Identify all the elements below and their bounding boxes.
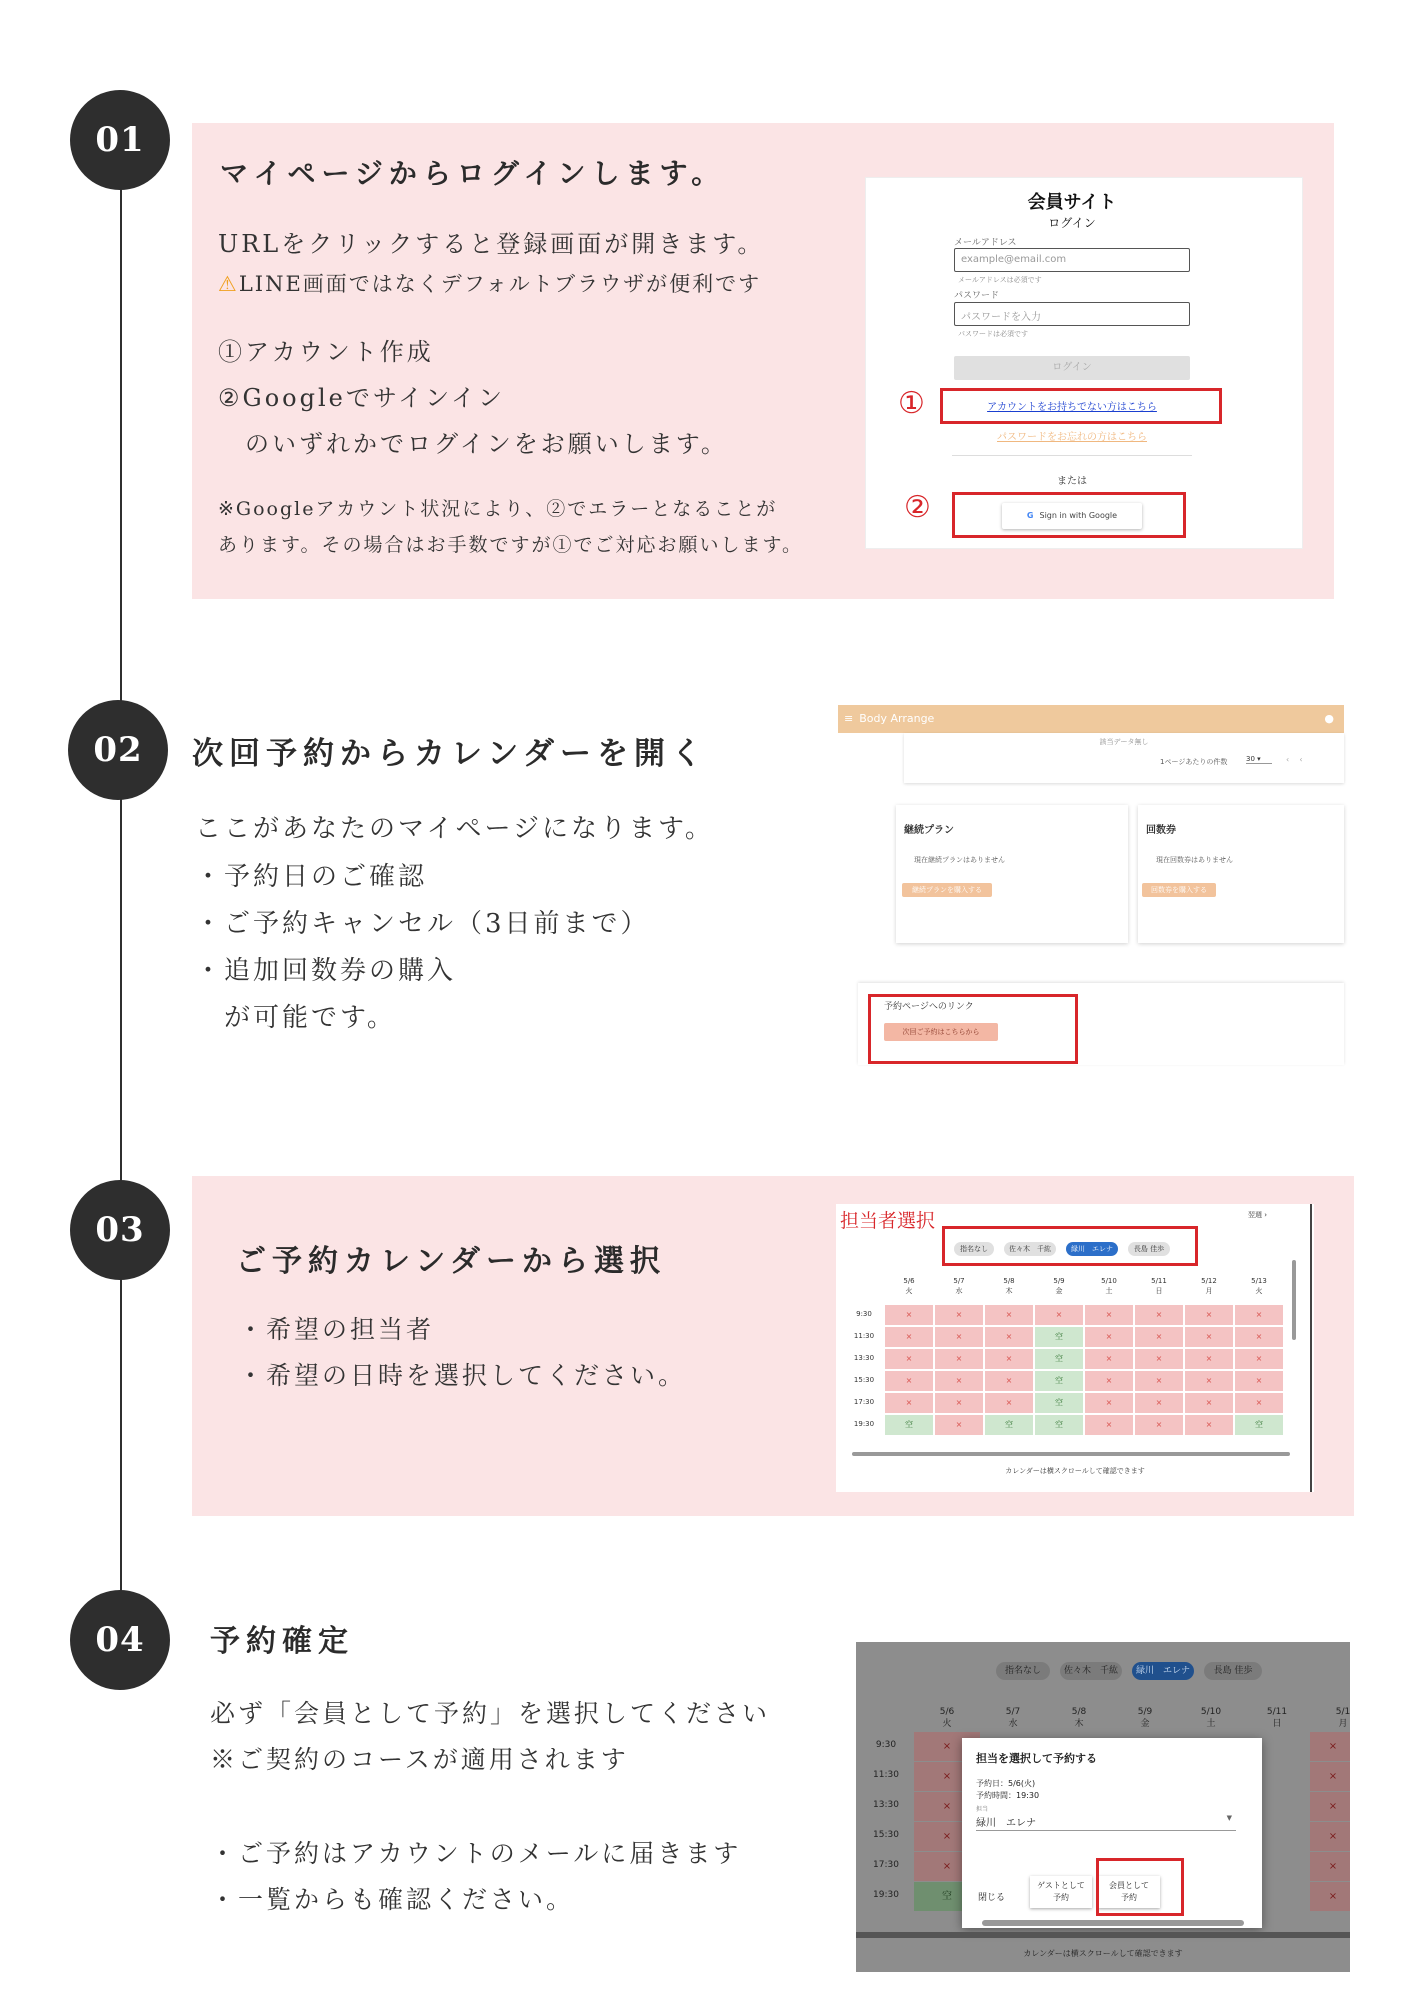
scrollbar-horizontal[interactable] xyxy=(852,1452,1290,1456)
calendar-footer: カレンダーは横スクロールして確認できます xyxy=(1005,1467,1145,1475)
slot-unavailable: × xyxy=(1234,1370,1284,1392)
warning-icon: ⚠ xyxy=(218,272,239,296)
slot-available[interactable]: 空 xyxy=(984,1414,1034,1436)
site-title: 会員サイト xyxy=(1027,192,1117,213)
slot-unavailable: × xyxy=(934,1326,984,1348)
slot-unavailable: × xyxy=(1184,1392,1234,1414)
slot-available[interactable]: 空 xyxy=(1034,1414,1084,1436)
slot4-last: × xyxy=(1310,1732,1350,1761)
highlight-reservation-link xyxy=(868,994,1078,1064)
reservation-list-card xyxy=(904,733,1344,783)
or-text: または xyxy=(1057,476,1087,487)
step4-line-1: 必ず「会員として予約」を選択してください xyxy=(210,1699,771,1728)
slot-unavailable: × xyxy=(984,1326,1034,1348)
slot-available[interactable]: 空 xyxy=(884,1414,934,1436)
step1-option-2: ②Googleでサインイン xyxy=(218,384,505,412)
day4-header: 5/9 金 xyxy=(1137,1707,1153,1729)
day4-header: 5/8 木 xyxy=(1071,1707,1087,1729)
guest-label-1: ゲストとして xyxy=(1037,1881,1085,1890)
dialog-scrollbar[interactable] xyxy=(982,1920,1244,1926)
slot-available[interactable]: 空 xyxy=(1034,1348,1084,1370)
password-hint: パスワードは必須です xyxy=(958,330,1028,338)
plan-empty: 現在継続プランはありません xyxy=(914,856,1005,864)
step1-line: URLをクリックすると登録画面が開きます。 xyxy=(218,230,765,258)
slot-unavailable: × xyxy=(984,1392,1034,1414)
step2-title: 次回予約からカレンダーを開く xyxy=(192,736,708,772)
slot4-first: × xyxy=(914,1762,980,1791)
slot4-last: × xyxy=(1310,1792,1350,1821)
slot-unavailable: × xyxy=(1084,1370,1134,1392)
day-header: 5/10 土 xyxy=(1101,1277,1117,1295)
ticket-card xyxy=(1138,805,1344,943)
day-header: 5/9 金 xyxy=(1053,1277,1065,1295)
slot-unavailable: × xyxy=(1234,1304,1284,1326)
app-header xyxy=(838,705,1344,733)
time-label: 15:30 xyxy=(853,1376,875,1384)
step3-line-2: ・希望の日時を選択してください。 xyxy=(238,1361,687,1390)
dialog-staff-label: 担当 xyxy=(976,1806,989,1813)
step1-warning xyxy=(218,268,761,298)
day-header: 5/13 火 xyxy=(1251,1277,1267,1295)
app-name: Body Arrange xyxy=(859,712,935,725)
day-header: 5/7 水 xyxy=(953,1277,965,1295)
slot-unavailable: × xyxy=(884,1326,934,1348)
step4-title: 予約確定 xyxy=(210,1624,354,1659)
slot-unavailable: × xyxy=(1184,1414,1234,1436)
next-week-link[interactable]: 翌週 › xyxy=(1248,1211,1268,1219)
slot4-last: × xyxy=(1310,1882,1350,1911)
slot-available[interactable]: 空 xyxy=(1034,1370,1084,1392)
day4-header: 5/7 水 xyxy=(1005,1707,1021,1729)
step4-line-4: ・ご予約はアカウントのメールに届きます xyxy=(210,1839,742,1868)
day4-header: 5/6 火 xyxy=(939,1707,955,1729)
step1-option-1: ①アカウント作成 xyxy=(218,338,434,366)
slot-unavailable: × xyxy=(1084,1348,1134,1370)
step2-line-1: ここがあなたのマイページになります。 xyxy=(195,814,714,844)
time4-label: 17:30 xyxy=(873,1860,899,1870)
highlight-signup xyxy=(940,388,1222,424)
step3-title: ご予約カレンダーから選択 xyxy=(236,1244,667,1279)
slot-unavailable: × xyxy=(884,1304,934,1326)
slot-available[interactable]: 空 xyxy=(1034,1326,1084,1348)
ticket-empty: 現在回数券はありません xyxy=(1156,856,1233,864)
slot-unavailable: × xyxy=(934,1304,984,1326)
time-label: 9:30 xyxy=(856,1310,872,1318)
time4-label: 15:30 xyxy=(873,1830,899,1840)
slot4-first: × xyxy=(914,1822,980,1851)
slot-unavailable: × xyxy=(1134,1392,1184,1414)
guest-label-2: 予約 xyxy=(1053,1893,1069,1902)
slot-unavailable: × xyxy=(1134,1370,1184,1392)
email-label: メールアドレス xyxy=(954,238,1017,248)
staff-chip-none[interactable]: 指名なし xyxy=(954,1242,994,1256)
staff-chip-nagashima[interactable]: 長島 佳歩 xyxy=(1128,1242,1170,1256)
login-button[interactable]: ログイン xyxy=(954,356,1190,380)
slot-available[interactable]: 空 xyxy=(1034,1392,1084,1414)
highlight-member-button xyxy=(1096,1858,1184,1916)
staff-chip-midorikawa[interactable]: 緑川 エレナ xyxy=(1066,1242,1118,1256)
slot-unavailable: × xyxy=(1184,1370,1234,1392)
dialog-staff-value: 緑川 エレナ xyxy=(976,1818,1036,1829)
day-header: 5/12 月 xyxy=(1201,1277,1217,1295)
google-icon: G xyxy=(1026,511,1034,520)
slot-unavailable: × xyxy=(934,1392,984,1414)
slot-unavailable: × xyxy=(1084,1392,1134,1414)
slot-unavailable: × xyxy=(1084,1304,1134,1326)
calendar4-footer: カレンダーは横スクロールして確認できます xyxy=(1023,1949,1183,1958)
no-data-text: 該当データ無し xyxy=(1099,738,1149,746)
divider xyxy=(952,455,1192,456)
dialog-close-button[interactable]: 閉じる xyxy=(978,1893,1006,1903)
time-label: 11:30 xyxy=(853,1332,875,1340)
time4-label: 19:30 xyxy=(873,1890,899,1900)
step1-number: 01 xyxy=(70,90,170,190)
email-hint: メールアドレスは必須です xyxy=(958,276,1042,284)
dialog-staff-select[interactable] xyxy=(976,1814,1236,1831)
slot4-first: × xyxy=(914,1852,980,1881)
member-label-2: 予約 xyxy=(1121,1893,1137,1902)
staff4-chip-sasaki[interactable]: 佐々木 千紘 xyxy=(1060,1662,1122,1680)
day-header: 5/6 火 xyxy=(903,1277,915,1295)
forgot-password-link[interactable]: パスワードをお忘れの方はこちら xyxy=(997,432,1147,443)
slot4-first: × xyxy=(914,1792,980,1821)
slot-unavailable: × xyxy=(884,1348,934,1370)
highlight-staff-select xyxy=(942,1226,1198,1266)
slot-unavailable: × xyxy=(884,1392,934,1414)
step1-note-2: あります。その場合はお手数ですが①でご対応お願いします。 xyxy=(218,534,803,556)
slot-unavailable: × xyxy=(1184,1348,1234,1370)
per-page-select[interactable]: 30 ▾ xyxy=(1246,755,1272,764)
warning-text: LINE画面ではなくデフォルトブラウザが便利です xyxy=(238,272,762,296)
time-label: 19:30 xyxy=(853,1420,875,1428)
step2-number: 02 xyxy=(68,700,168,800)
slot-unavailable: × xyxy=(1034,1304,1084,1326)
right-border xyxy=(1310,1204,1312,1492)
slot-unavailable: × xyxy=(1184,1326,1234,1348)
day4-header: 5/1 月 xyxy=(1335,1707,1350,1729)
slot-unavailable: × xyxy=(1134,1414,1184,1436)
scrollbar-vertical[interactable] xyxy=(1292,1260,1296,1340)
highlight-google xyxy=(952,492,1186,538)
slot-available[interactable]: 空 xyxy=(1234,1414,1284,1436)
pager-icons[interactable]: ‹ ‹ xyxy=(1286,755,1303,764)
step2-line-2: ・予約日のご確認 xyxy=(195,862,428,892)
slot-unavailable: × xyxy=(1234,1348,1284,1370)
staff4-chip-none[interactable]: 指名なし xyxy=(996,1662,1050,1680)
dialog-date: 予約日：5/6(火) xyxy=(976,1779,1036,1788)
step1-note-1: ※Googleアカウント状況により、②でエラーとなることが xyxy=(218,498,778,520)
timeline-line xyxy=(120,140,122,1640)
slot4-last: × xyxy=(1310,1822,1350,1851)
step3-number: 03 xyxy=(70,1180,170,1280)
plan-card xyxy=(896,805,1128,943)
dialog-time: 予約時間：19:30 xyxy=(976,1791,1040,1800)
step2-line-3: ・ご予約キャンセル（3日前まで） xyxy=(195,909,650,939)
plan-title: 継続プラン xyxy=(904,825,954,836)
time4-label: 11:30 xyxy=(873,1770,899,1780)
next-reservation-button[interactable]: 次回ご予約はこちらから xyxy=(884,1023,998,1041)
password-label: パスワード xyxy=(954,291,1000,301)
staff4-chip-midorikawa[interactable]: 緑川 エレナ xyxy=(1132,1662,1194,1680)
day4-header: 5/11 日 xyxy=(1266,1707,1288,1729)
slot-unavailable: × xyxy=(1134,1304,1184,1326)
slot-unavailable: × xyxy=(934,1348,984,1370)
step4-line-5: ・一覧からも確認ください。 xyxy=(210,1885,575,1914)
slot-unavailable: × xyxy=(934,1370,984,1392)
step2-line-4: ・追加回数券の購入 xyxy=(195,956,457,986)
day4-header: 5/10 土 xyxy=(1200,1707,1222,1729)
ticket-buy-button[interactable]: 回数券を購入する xyxy=(1142,883,1216,897)
link-title: 予約ページへのリンク xyxy=(884,1002,974,1012)
slot-unavailable: × xyxy=(1134,1326,1184,1348)
step2-line-5: が可能です。 xyxy=(195,1003,396,1033)
slot-unavailable: × xyxy=(984,1370,1034,1392)
staff4-chip-nagashima[interactable]: 長島 佳歩 xyxy=(1204,1662,1262,1680)
per-page-label: 1ページあたりの件数 xyxy=(1160,758,1228,766)
slot4-first: × xyxy=(914,1732,980,1761)
ticket-title: 回数券 xyxy=(1146,825,1176,836)
time-label: 13:30 xyxy=(853,1354,875,1362)
step1-title: マイページからログインします。 xyxy=(220,157,726,190)
time4-label: 9:30 xyxy=(875,1740,897,1750)
signup-link[interactable]: アカウントをお持ちでない方はこちら xyxy=(987,402,1157,413)
staff-select-label: 担当者選択 xyxy=(840,1210,936,1232)
step3-line-1: ・希望の担当者 xyxy=(238,1315,435,1344)
step4-number: 04 xyxy=(70,1590,170,1690)
guest-reserve-button[interactable] xyxy=(1030,1876,1092,1908)
slot4-last: × xyxy=(1310,1852,1350,1881)
slot-unavailable: × xyxy=(1084,1326,1134,1348)
slot-unavailable: × xyxy=(884,1370,934,1392)
user-icon[interactable]: ● xyxy=(1324,712,1334,725)
dialog-title: 担当を選択して予約する xyxy=(976,1752,1097,1765)
login-subtitle: ログイン xyxy=(1048,216,1096,230)
marker-2: ② xyxy=(904,490,931,525)
slot4-last: × xyxy=(1310,1762,1350,1791)
slot-unavailable: × xyxy=(1134,1348,1184,1370)
confirm-screenshot xyxy=(856,1642,1350,1972)
time4-label: 13:30 xyxy=(873,1800,899,1810)
google-button-label: Sign in with Google xyxy=(1039,511,1118,520)
time-label: 17:30 xyxy=(853,1398,875,1406)
slot-unavailable: × xyxy=(1234,1392,1284,1414)
step4-line-2: ※ご契約のコースが適用されます xyxy=(210,1745,629,1774)
slot-unavailable: × xyxy=(934,1414,984,1436)
day-header: 5/8 木 xyxy=(1003,1277,1015,1295)
staff-chip-sasaki[interactable]: 佐々木 千紘 xyxy=(1004,1242,1056,1256)
password-input[interactable]: パスワードを入力 xyxy=(954,302,1190,326)
plan-buy-button[interactable]: 継続プランを購入する xyxy=(902,883,992,897)
slot-unavailable: × xyxy=(984,1348,1034,1370)
member-label-1: 会員として xyxy=(1109,1881,1149,1890)
per-page-value: 30 xyxy=(1246,755,1255,763)
slot-unavailable: × xyxy=(1084,1414,1134,1436)
slot-unavailable: × xyxy=(1184,1304,1234,1326)
marker-1: ① xyxy=(898,386,925,421)
menu-icon[interactable]: ≡ xyxy=(844,712,854,725)
step1-option-3: のいずれかでログインをお願いします。 xyxy=(218,430,728,458)
bottom-bar xyxy=(856,1932,1350,1938)
day-header: 5/11 日 xyxy=(1151,1277,1167,1295)
slot-unavailable: × xyxy=(1234,1326,1284,1348)
chevron-down-icon: ▼ xyxy=(1226,1814,1232,1822)
email-input[interactable]: example@email.com xyxy=(954,248,1190,272)
slot-unavailable: × xyxy=(984,1304,1034,1326)
slot4-first: 空 xyxy=(914,1882,980,1911)
